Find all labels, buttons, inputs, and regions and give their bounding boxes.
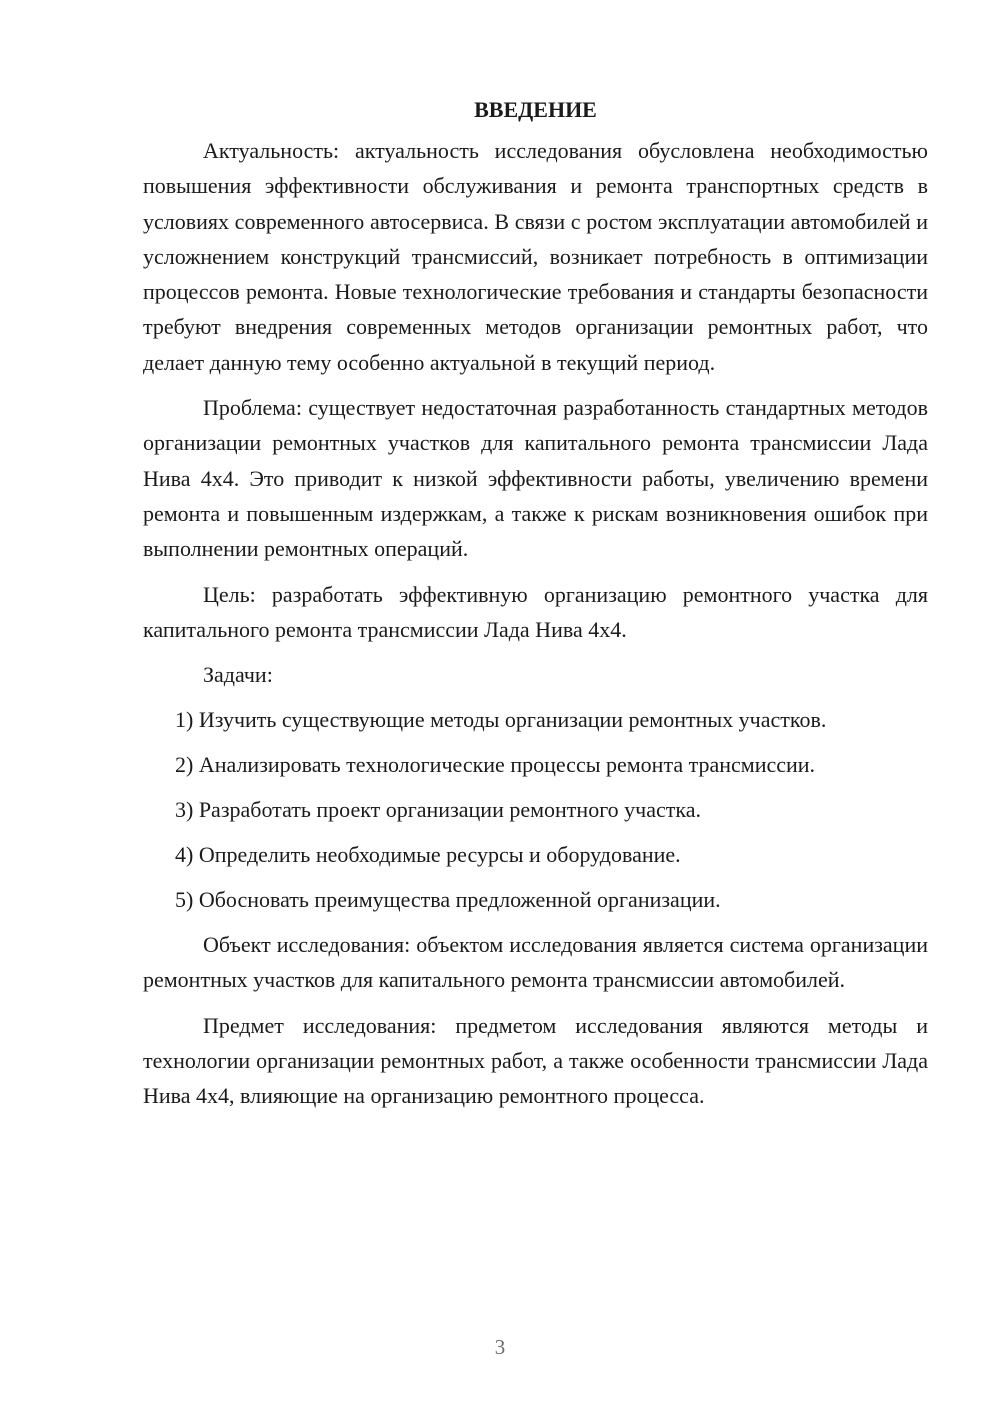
- problem-paragraph: Проблема: существует недостаточная разработанность стандартных методов организации ремонтных участков для капитального ремонта трансмиссии Лада Нива 4x4. Это приводит к низкой эффективности работы, увеличению времени ремонта и повышенным издержкам, а также к рискам возникновения ошибок при выполнении ремонтных операций.: [143, 395, 928, 562]
- tasks-label: Задачи:: [203, 662, 273, 688]
- page-number: 3: [494, 1335, 506, 1359]
- object-paragraph: Объект исследования: объектом исследования является система организации ремонтных участков для капитального ремонта трансмиссии автомобилей.: [143, 932, 928, 993]
- task-item: 5) Обосновать преимущества предложенной организации.: [175, 887, 721, 913]
- subject-paragraph: Предмет исследования: предметом исследования являются методы и технологии организации ремонтных работ, а также особенности трансмиссии Лада Нива 4x4, влияющие на организацию ремонтного процесса.: [143, 1012, 928, 1109]
- task-item: 4) Определить необходимые ресурсы и оборудование.: [175, 842, 681, 868]
- task-item: 3) Разработать проект организации ремонтного участка.: [175, 797, 701, 823]
- tasks-list: [143, 702, 928, 917]
- goal-paragraph: Цель: разработать эффективную организацию ремонтного участка для капитального ремонта трансмиссии Лада Нива 4x4.: [143, 581, 928, 642]
- task-item: 1) Изучить существующие методы организации ремонтных участков.: [175, 707, 827, 733]
- task-item: 2) Анализировать технологические процессы ремонта трансмиссии.: [175, 752, 816, 778]
- section-title: ВВЕДЕНИЕ: [474, 97, 597, 122]
- relevance-paragraph: Актуальность: актуальность исследования обусловлена необходимостью повышения эффективности обслуживания и ремонта транспортных средств в условиях современного автосервиса. В связи с ростом эксплуатации автомобилей и усложнением конструкций трансмиссий, возникает потребность в оптимизации процессов ремонта. Новые технологические требования и стандарты безопасности требуют внедрения современных методов организации ремонтных работ, что делает данную тему особенно актуальной в текущий период.: [143, 138, 928, 375]
- document-page: [143, 92, 928, 1124]
